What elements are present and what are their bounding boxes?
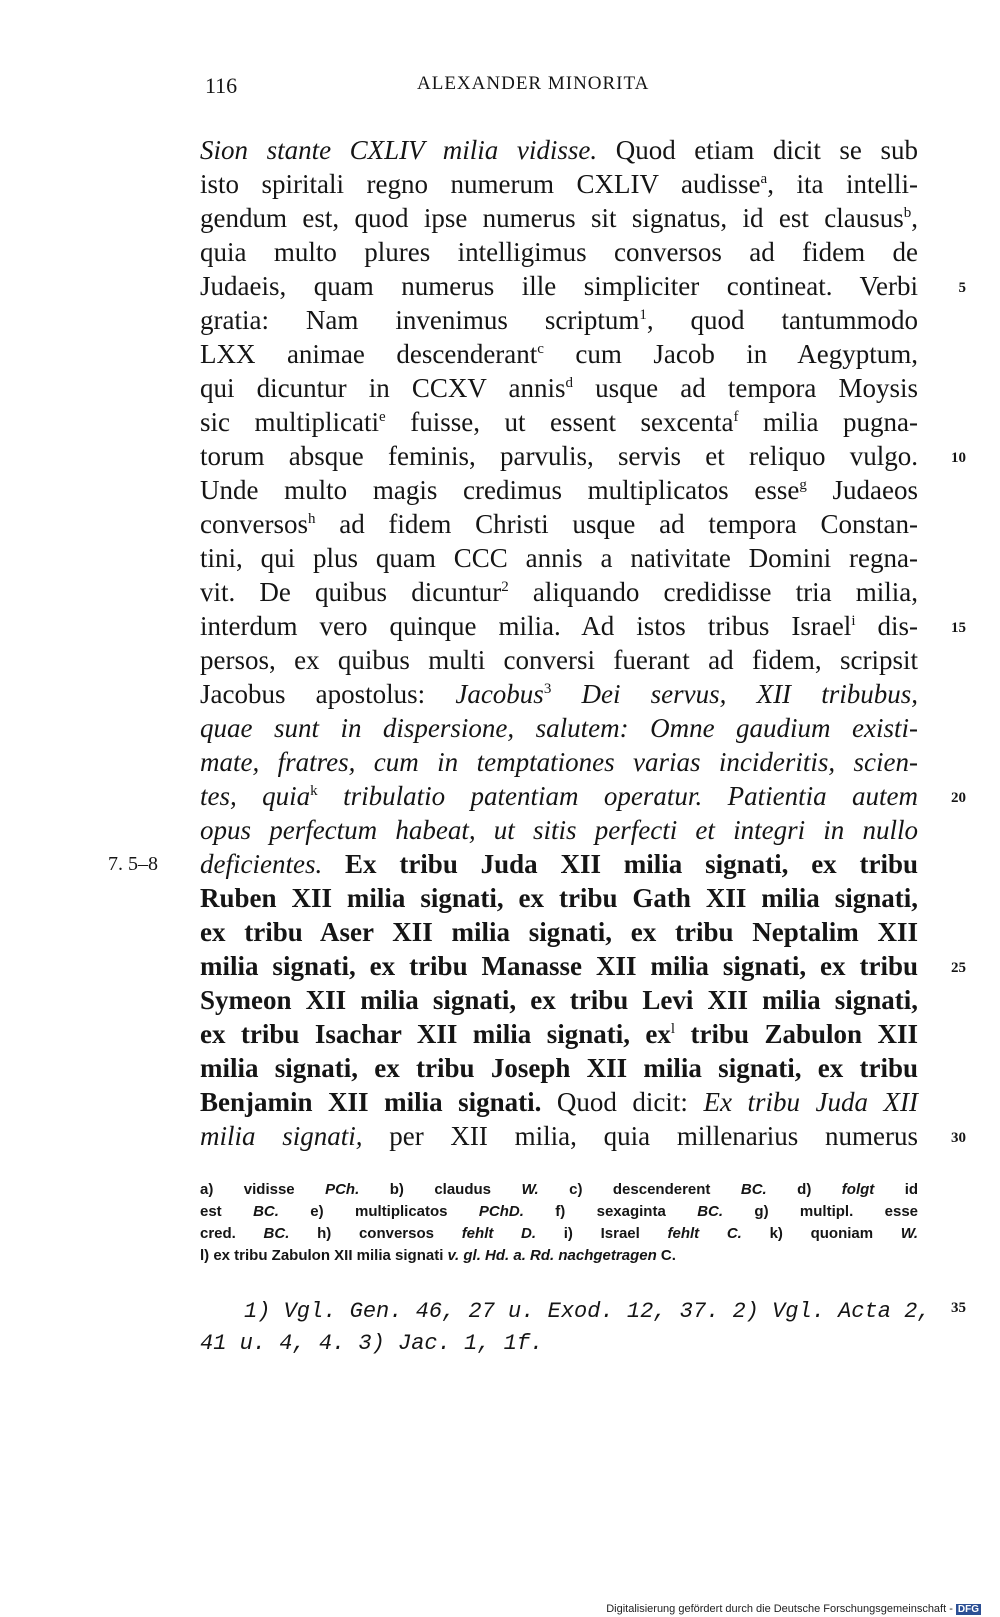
text-line: quae sunt in dispersione, salutem: Omne gaudium existi-	[200, 713, 918, 743]
critical-apparatus	[200, 1179, 918, 1267]
line-number: 20	[951, 790, 966, 806]
line-number: 15	[951, 620, 966, 636]
text-line: Symeon XII milia signati, ex tribu Levi XII milia signati,	[200, 985, 918, 1015]
text-line: sic multiplicati$^e$ fuisse, ut essent sexcenta$^f$ milia pugna-	[200, 407, 919, 437]
text-line: persos, ex quibus multi conversi fuerant ad fidem, scripsit	[200, 645, 918, 675]
dfg-logo-icon: DFG	[957, 1604, 979, 1615]
text-line: milia signati, ex tribu Manasse XII milia signati, ex tribu 25	[200, 949, 918, 983]
note-line: 1) Vgl. Gen. 46, 27 u. Exod. 12, 37. 2) Vgl. Acta 2, 35	[200, 1296, 918, 1328]
text-line: vit. De quibus dicuntur$^2$ aliquando credidisse tria milia,	[200, 577, 918, 607]
note-line: 41 u. 4, 4. 3) Jac. 1, 1f.	[200, 1331, 544, 1356]
text-line: Unde multo magis credimus multiplicatos esse$^g$ Judaeos	[200, 475, 919, 505]
text-line: Ruben XII milia signati, ex tribu Gath XII milia signati,	[200, 883, 918, 913]
text-line: conversos$^h$ ad fidem Christi usque ad tempora Constan-	[200, 509, 918, 539]
text-line: Jacobus apostolus: Jacobus$^3$ Dei servus, XII tribubus,	[200, 679, 918, 709]
line-number: 5	[958, 280, 966, 296]
text-line: opus perfectum habeat, ut sitis perfecti et integri in nullo	[200, 815, 918, 845]
line-number: 35	[951, 1300, 966, 1316]
digitization-credit: Digitalisierung gefördert durch die Deutsche Forschungsgemeinschaft - DFG	[606, 1603, 979, 1615]
text-line: tes, quia$^k$ tribulatio patentiam operatur. Patientia autem 20	[200, 779, 918, 813]
text-line: Sion stante CXLIV milia vidisse. Quod etiam dicit se sub	[200, 135, 919, 165]
running-title: ALEXANDER MINORITA	[417, 73, 650, 94]
page-header	[205, 73, 715, 109]
text-line: quia multo plures intelligimus conversos ad fidem de	[200, 237, 918, 267]
text-line: 7. 5–8 deficientes. Ex tribu Juda XII milia signati, ex tribu	[108, 849, 918, 879]
text-line: interdum vero quinque milia. Ad istos tribus Israel$^i$ dis- 15	[200, 609, 918, 643]
text-line: ex tribu Isachar XII milia signati, $ex^l$ tribu Zabulon XII	[200, 1019, 918, 1049]
text-line: gendum est, quod ipse numerus sit signatus, id est clausus$^b$,	[200, 203, 918, 233]
text-line: Judaeis, quam numerus ille simpliciter contineat. Verbi 5	[200, 269, 918, 303]
apparatus-line: cred. BC. h) conversos fehlt D. i) Israel fehlt C. k) quoniam W.	[200, 1225, 919, 1242]
text-line: milia signati, per XII milia, quia millenarius numerus 30	[200, 1119, 918, 1153]
apparatus-line: l) ex tribu Zabulon XII milia signati v. gl. Hd. a. Rd. nachgetragen C.	[200, 1247, 676, 1264]
text-line: ex tribu Aser XII milia signati, ex tribu Neptalim XII	[200, 917, 918, 947]
text-line: qui dicuntur in CCXV annis$^d$ usque ad tempora Moysis	[200, 373, 918, 403]
main-text	[108, 133, 966, 1153]
text-line: LXX animae descenderant$^c$ cum Jacob in Aegyptum,	[200, 339, 918, 369]
apparatus-line: a) vidisse PCh. b) claudus W. c) descenderent BC. d) folgt id	[200, 1181, 919, 1198]
source-notes	[200, 1296, 966, 1360]
text-line: Benjamin XII milia signati. Quod dicit: Ex tribu Juda XII	[200, 1087, 918, 1117]
verse-reference: 7. 5–8	[108, 853, 158, 875]
text-line: mate, fratres, cum in temptationes varias incideritis, scien-	[200, 747, 918, 777]
line-number: 30	[951, 1130, 966, 1146]
line-number: 10	[951, 450, 966, 466]
text-line: gratia: Nam invenimus scriptum$^1$, quod tantummodo	[200, 305, 918, 335]
text-line: milia signati, ex tribu Joseph XII milia signati, ex tribu	[200, 1053, 918, 1083]
page-number: 116	[205, 73, 238, 98]
text-line: tini, qui plus quam CCC annis a nativitate Domini regna-	[200, 543, 918, 573]
line-number: 25	[951, 960, 966, 976]
apparatus-line: est BC. e) multiplicatos PChD. f) sexaginta BC. g) multipl. esse	[200, 1203, 918, 1220]
text-line: isto spiritali regno numerum CXLIV audisse$^a$, ita intelli-	[200, 169, 918, 199]
text-line: torum absque feminis, parvulis, servis et reliquo vulgo. 10	[200, 439, 918, 473]
